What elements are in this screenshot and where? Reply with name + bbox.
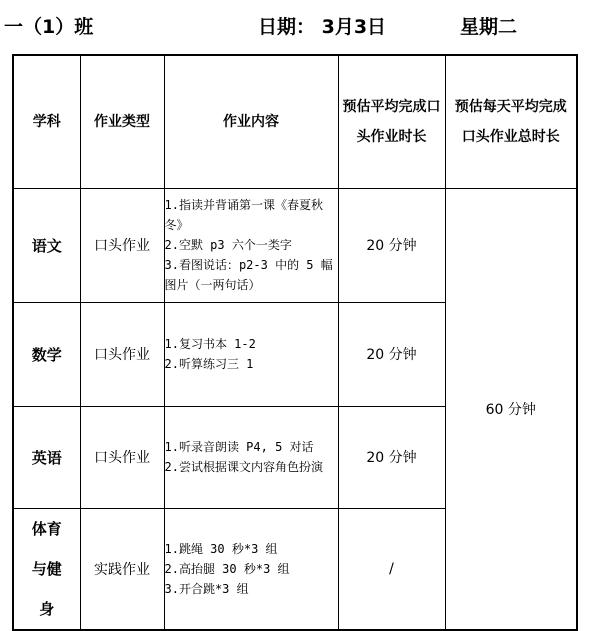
duration-cell: 20 分钟 — [338, 406, 445, 508]
content-line: 1.跳绳 30 秒*3 组 — [164, 541, 278, 556]
content-line: 1.听录音朗读 P4, 5 对话 — [164, 440, 314, 454]
subject-cell — [13, 508, 80, 630]
subject-cell: 语文 — [13, 188, 80, 302]
duration-cell: / — [338, 508, 445, 630]
subject-text: 体育与健身 — [31, 519, 62, 618]
header-total-text: 预估每天平均完成口头作业总时长 — [454, 98, 567, 145]
header-total — [445, 55, 577, 188]
content-line: 2.空默 p3 六个一类字 — [164, 238, 292, 252]
duration-cell: 20 分钟 — [338, 188, 445, 302]
table-row — [13, 188, 577, 302]
type-cell: 口头作业 — [80, 406, 164, 508]
duration-cell: 20 分钟 — [338, 302, 445, 406]
content-line: 3.开合跳*3 组 — [164, 581, 249, 596]
header-type: 作业类型 — [80, 55, 164, 188]
content-cell — [164, 302, 338, 406]
content-cell — [164, 406, 338, 508]
content-cell — [164, 188, 338, 302]
type-cell: 实践作业 — [80, 508, 164, 630]
content-line: 2.高抬腿 30 秒*3 组 — [164, 561, 290, 576]
content-cell — [164, 508, 338, 630]
page-header — [0, 8, 589, 40]
date-label: 日期： 3月3日 — [258, 16, 387, 38]
content-line: 1.复习书本 1-2 — [164, 337, 256, 351]
content-line: 1.指读并背诵第一课《春夏秋冬》 — [164, 198, 323, 232]
subject-cell: 数学 — [13, 302, 80, 406]
type-cell: 口头作业 — [80, 188, 164, 302]
header-subject: 学科 — [13, 55, 80, 188]
header-content: 作业内容 — [164, 55, 338, 188]
header-duration — [338, 55, 445, 188]
content-line: 3.看图说话：p2-3 中的 5 幅图片（一两句话） — [164, 258, 333, 292]
weekday-label: 星期二 — [460, 16, 518, 38]
content-line: 2.尝试根据课文内容角色扮演 — [164, 460, 323, 474]
header-duration-text: 预估平均完成口头作业时长 — [342, 98, 441, 145]
subject-cell: 英语 — [13, 406, 80, 508]
type-cell: 口头作业 — [80, 302, 164, 406]
content-line: 2.听算练习三 1 — [164, 357, 254, 371]
homework-table — [12, 54, 578, 631]
header-row — [13, 55, 577, 188]
total-duration-cell: 60 分钟 — [445, 188, 577, 630]
class-name: 一（1）班 — [4, 16, 94, 38]
